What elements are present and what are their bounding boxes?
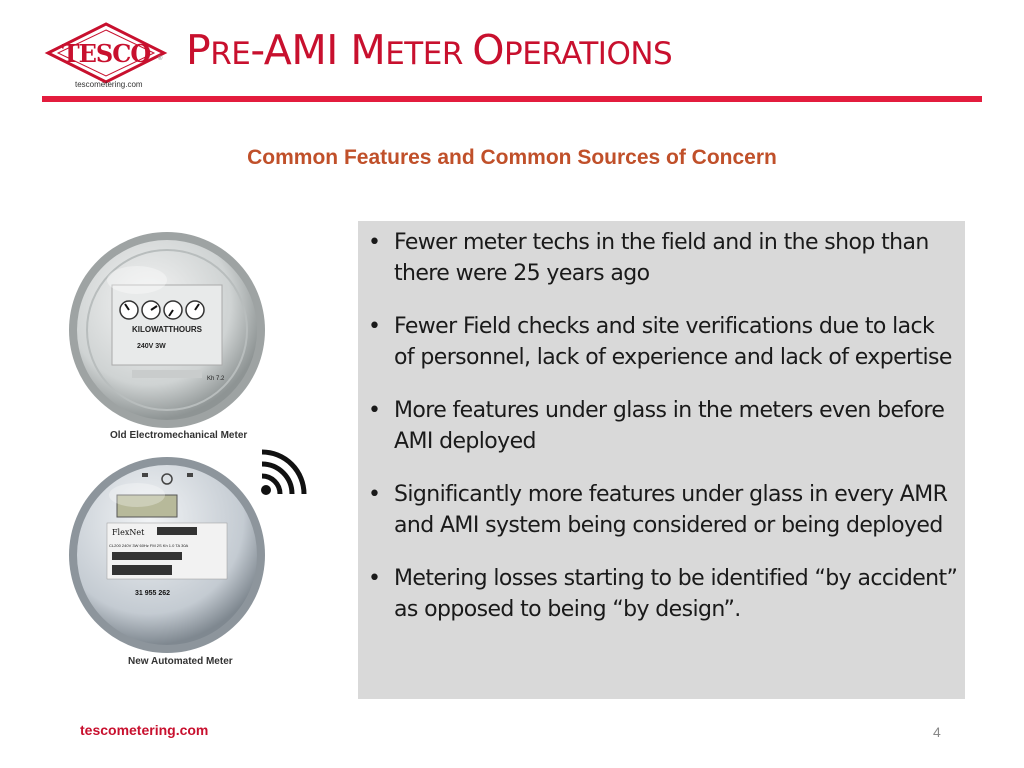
bullet-text: Metering losses starting to be identified “by accident” as opposed to being “by design”.: [394, 566, 958, 622]
svg-text:KILOWATTHOURS: KILOWATTHOURS: [131, 325, 203, 334]
old-meter-image: [67, 230, 267, 430]
bullet-item: [368, 227, 958, 289]
bullet-marker: •: [368, 398, 381, 423]
meter-images: [62, 220, 322, 680]
bullet-marker: •: [368, 230, 381, 255]
title-part: PERATIONS: [504, 36, 673, 72]
bullet-marker: •: [368, 314, 381, 339]
title-part: P: [186, 26, 211, 74]
bullet-item: [368, 311, 958, 373]
bullet-item: [368, 479, 958, 541]
bullet-marker: •: [368, 482, 381, 507]
page-number: 4: [933, 724, 941, 740]
subtitle: Common Features and Common Sources of Concern: [247, 146, 777, 169]
title-part: M: [350, 26, 386, 74]
svg-text:TESCO: TESCO: [61, 39, 151, 68]
new-meter-image: [67, 455, 267, 655]
footer-url[interactable]: tescometering.com: [80, 722, 209, 738]
title-part: -AMI: [250, 26, 351, 74]
title-part: ETER: [385, 36, 473, 72]
page-title: [186, 26, 672, 74]
svg-text:Kh 7.2: Kh 7.2: [207, 376, 225, 382]
svg-text:31 955 262: 31 955 262: [135, 590, 171, 597]
title-divider: [42, 96, 982, 102]
svg-text:240V 3W: 240V 3W: [137, 343, 166, 350]
svg-text:FlexNet: FlexNet: [112, 528, 145, 537]
title-part: RE: [210, 36, 251, 72]
logo-url: tescometering.com: [75, 80, 143, 89]
bullet-item: [368, 395, 958, 457]
bullet-marker: •: [368, 566, 381, 591]
bullet-text: Fewer Field checks and site verifications due to lack of personnel, lack of experience and lack of expertise: [394, 314, 952, 370]
bullet-text: Fewer meter techs in the field and in the shop than there were 25 years ago: [394, 230, 929, 286]
bullet-text: Significantly more features under glass in every AMR and AMI system being considered or being deployed: [394, 482, 948, 538]
bullet-text: More features under glass in the meters even before AMI deployed: [394, 398, 945, 454]
bullet-panel: [358, 221, 965, 699]
bullet-item: [368, 563, 958, 625]
new-meter-caption: New Automated Meter: [128, 656, 233, 667]
old-meter-caption: Old Electromechanical Meter: [110, 430, 248, 441]
title-part: O: [472, 26, 504, 74]
svg-text:®: ®: [158, 56, 163, 62]
bullet-list: [368, 227, 958, 647]
svg-text:CL200 240V 3W 60Hz FM 2S Kh 1.: CL200 240V 3W 60Hz FM 2S Kh 1.0 TA 30A: [109, 543, 189, 548]
